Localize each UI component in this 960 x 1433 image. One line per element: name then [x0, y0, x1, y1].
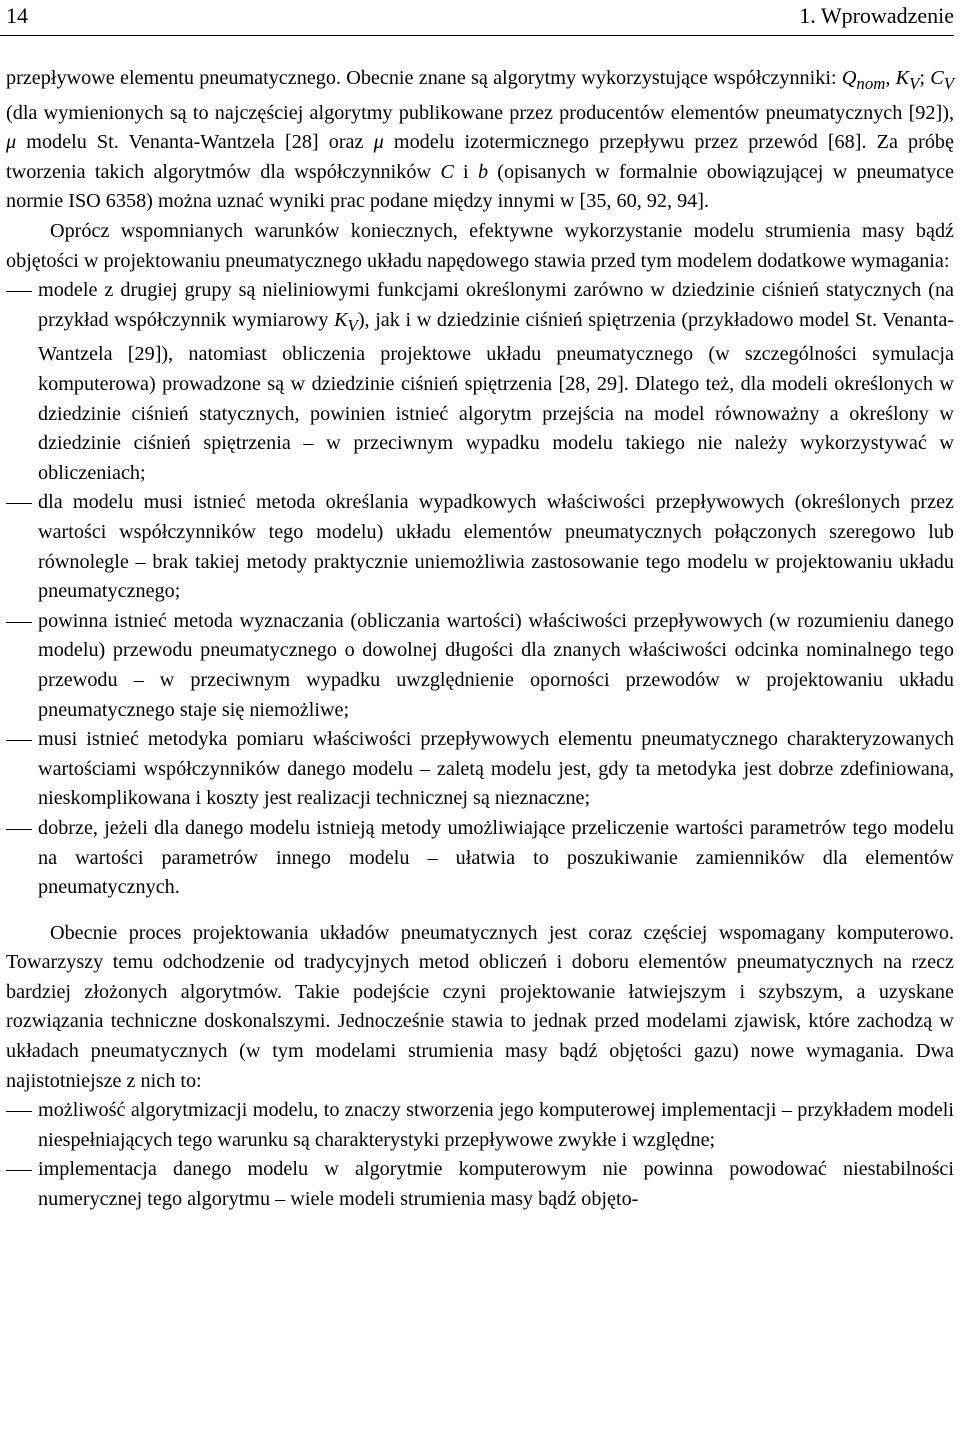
page-body — [6, 64, 954, 1215]
page-header — [0, 0, 960, 36]
text-run: modelu St. Venanta-Wantzela [28] oraz — [16, 131, 374, 154]
list-item: dobrze, jeżeli dla danego modelu istnieją metody umożliwiające przeliczenie wartości parametrów tego modelu na wartości parametrów innego modelu – ułatwia to poszukiwanie zamienników dla elementów pneumatycznych. — [6, 814, 954, 903]
header-rule — [0, 35, 954, 36]
dash-bullet — [6, 1111, 32, 1112]
running-title: 1. Wprowadzenie — [799, 3, 954, 28]
text-run: i — [453, 160, 478, 183]
list-item: dla modelu musi istnieć metoda określania wypadkowych właściwości przepływowych (określonych przez wartości współczynników tego modelu) układu elementów pneumatycznych połączonych szeregowo lub równolegle – brak takiej metody praktycznie uniemożliwia zastosowanie tego modelu w projektowaniu układu pneumatycznego; — [6, 488, 954, 606]
dash-bullet — [6, 622, 32, 623]
symbol-c: C — [440, 160, 454, 183]
symbol-mu: μ — [373, 131, 384, 154]
page-number: 14 — [6, 3, 28, 28]
requirements-list — [6, 276, 954, 903]
new-requirements-list — [6, 1096, 954, 1214]
paragraph-requirements-intro: Oprócz wspomnianych warunków koniecznych, efektywne wykorzystanie modelu strumienia masy bądź objętości w projektowaniu pneumatycznego układu napędowego stawia przed tym modelem dodatkowe wymagania: — [6, 220, 954, 272]
text-run: (opisanych w formalnie obowiązującej w pneumatyce normie ISO 6358) można uznać wyniki prac podane między innymi w [35, 60, 92, 94]. — [6, 160, 954, 213]
symbol-kv: $K_V$ — [895, 67, 920, 94]
dash-bullet — [6, 740, 32, 741]
list-item: musi istnieć metodyka pomiaru właściwości przepływowych elementu pneumatycznego charakteryzowanych wartościami współczynników danego modelu – zaletą modelu jest, gdy ta metodyka jest dobrze zdefiniowana, nieskomplikowana i koszty jest realizacji technicznej są nieznaczne; — [6, 725, 954, 814]
list-item: implementacja danego modelu w algorytmie komputerowym nie powinna powodować niestabilności numerycznej tego algorytmu – wiele modeli strumienia masy bądź objęto- — [6, 1155, 954, 1214]
dash-bullet — [6, 503, 32, 504]
dash-bullet — [6, 829, 32, 830]
text-run: , — [885, 67, 896, 89]
text-run: (dla wymienionych są to najczęściej algorytmy publikowane przez producentów elementów pneumatycznych [92]), — [6, 101, 954, 124]
dash-bullet — [6, 291, 32, 292]
symbol-mu: μ — [6, 131, 17, 154]
dash-bullet — [6, 1170, 32, 1171]
symbol-cv: $C_V$ — [930, 67, 955, 94]
text-run: przepływowe elementu pneumatycznego. Obecnie znane są algorytmy wykorzystujące współczynniki: — [6, 67, 842, 89]
paragraph-computer-aided-design: Obecnie proces projektowania układów pneumatycznych jest coraz częściej wspomagany komputerowo. Towarzyszy temu odchodzenie od tradycyjnych metod obliczeń i doboru elementów pneumatycznych na rzecz bardziej złożonych algorytmów. Takie podejście czyni projektowanie łatwiejszym i szybszym, a uzyskane rozwiązania techniczne doskonalszymi. Jednocześnie stawia to jednak przed modelami zjawisk, które zachodzą w układach pneumatycznych (w tym modelami strumienia masy bądź objętości gazu) nowe wymagania. Dwa najistotniejsze z nich to: — [6, 921, 954, 1092]
symbol-q-nom: $Q_{nom}$ — [841, 67, 886, 94]
symbol-b: b — [477, 160, 489, 183]
list-item: powinna istnieć metoda wyznaczania (obliczania wartości) właściwości przepływowych (w rozumieniu danego modelu) przewodu pneumatycznego o dowolnej długości dla znanych właściwości odcinka nominalnego tego przewodu – w przeciwnym wypadku uwzględnienie oporności przewodów w projektowaniu układu pneumatycznego staje się niemożliwe; — [6, 607, 954, 725]
list-item: możliwość algorytmizacji modelu, to znaczy stworzenia jego komputerowej implementacji – przykładem modeli niespełniających tego warunku są charakterystyki przepływowe zwykłe i względne; — [6, 1096, 954, 1155]
text-run: ; — [919, 67, 931, 89]
paragraph-algorithms — [6, 64, 954, 217]
text-run: modelu izotermicznego przepływu przez przewód [68]. Za próbę tworzenia takich algorytmów dla współczynników — [6, 131, 954, 183]
symbol-kv: $K_V$ — [334, 308, 358, 335]
list-item: modele z drugiej grupy są nieliniowymi funkcjami określonymi zarówno w dziedzinie ciśnień statycznych (na przykład współczynnik wymiarowy $K_V$), jak i w dziedzinie ciśnień spiętrzenia (przykładowo model St. Venanta-Wantzela [29]), natomiast obliczenia projektowe układu pneumatycznego (w szczególności symulacja komputerowa) prowadzone są w dziedzinie ciśnień spiętrzenia [28, 29]. Dlatego też, dla modeli określonych w dziedzinie ciśnień statycznych, powinien istnieć algorytm przejścia na model równoważny a określony w dziedzinie ciśnień spiętrzenia – w przeciwnym wypadku modelu takiego nie należy wykorzystywać w obliczeniach; — [6, 276, 954, 488]
